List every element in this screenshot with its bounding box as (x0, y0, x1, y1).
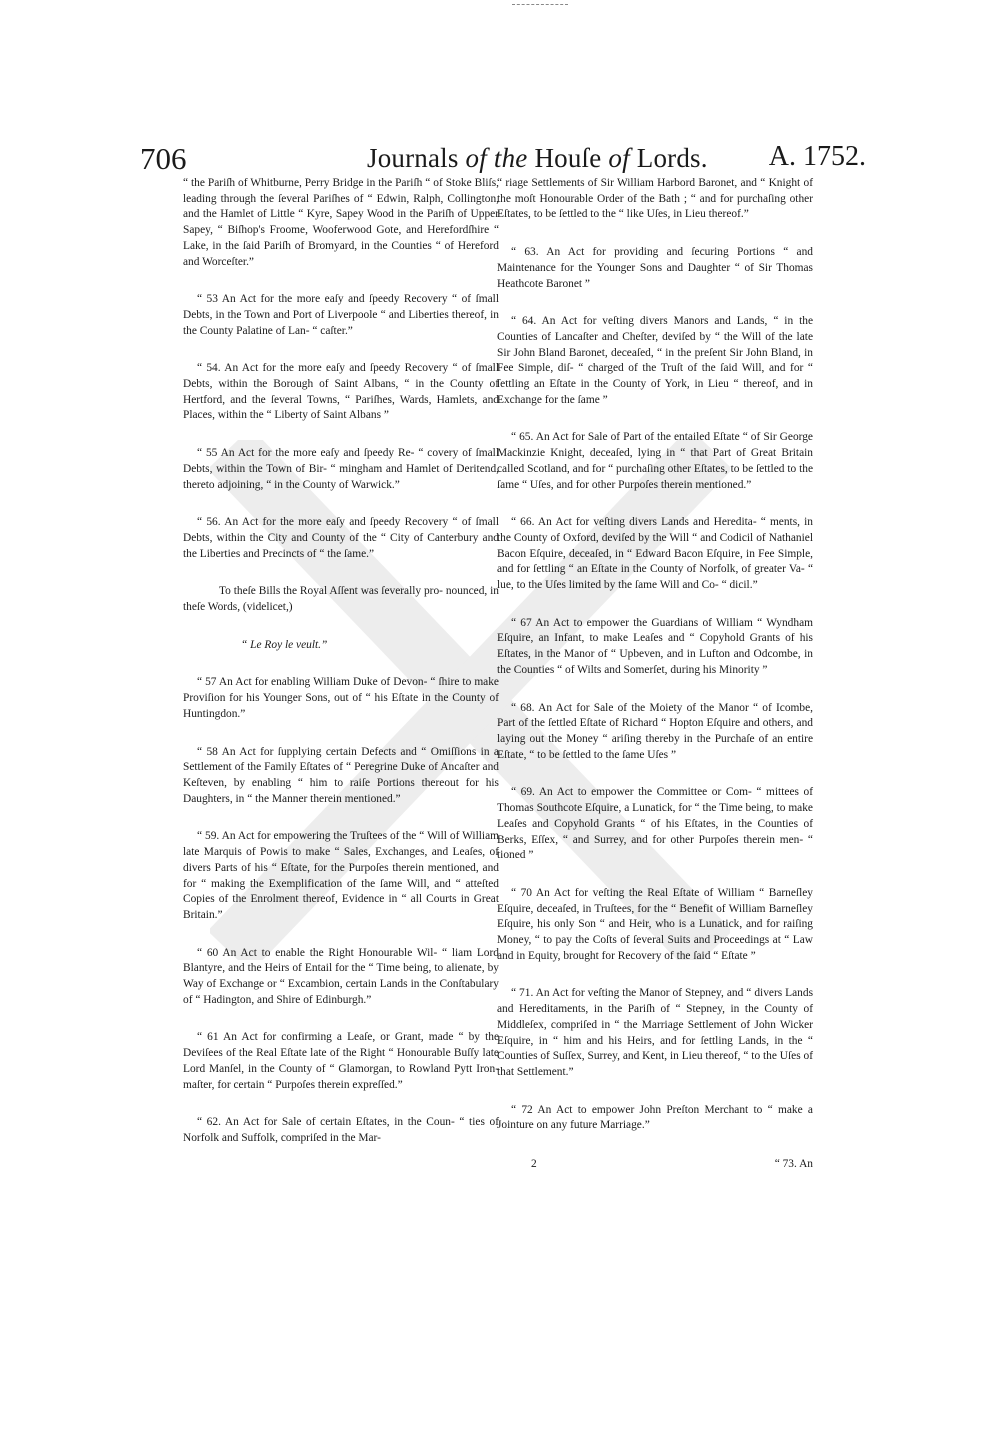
page-number: 706 (140, 141, 187, 176)
left-column (183, 176, 499, 1169)
act-entry: “ 53 An Act for the more eaſy and ſpeedy Recovery “ of ſmall Debts, in the Town and Port of Liverpoole “ and Liberties thereof, in the County Palatine of Lan- “ caſter.” (183, 293, 499, 337)
act-entry: “ 64. An Act for veſting divers Manors and Lands, “ in the Counties of Lancaſter and Cheſter, deviſed by “ the Will of the late Sir John Bland Baronet, deceaſed, “ in the preſent Sir John Bland, in Fee Simple, diſ- “ charged of the Truſt of the ſaid Will, and for “ ſettling an Eſtate in the County of York, in Lieu “ thereof, and in Exchange for the ſame ” (497, 315, 813, 406)
act-entry: “ 61 An Act for confirming a Leaſe, or Grant, made “ by the Deviſees of the Real Eſtate late of the Right “ Honourable Buſſy late Lord Manſel, in the County of “ Glamorgan, to Rowland Pytt Iron-maſter, for certain “ Purpoſes therein expreſſed.” (183, 1031, 499, 1091)
act-entry: “ 62. An Act for Sale of certain Eſtates, in the Coun- “ ties of Norfolk and Suffolk, compriſed in the Mar- (183, 1116, 499, 1144)
act-entry: “ the Pariſh of Whitburne, Perry Bridge in the Pariſh “ of Stoke Bliſs, leading through the ſeveral Pariſhes of “ Edwin, Ralph, Collington, and the Hamlet of Little “ Kyre, Sapey Wood in the Pariſh of Upper Sapey, “ Biſhop's Froome, Wooferwood Gote, and Herefordſhire “ Lake, in the ſaid Pariſh of Bromyard, in the Counties “ of Hereford and Worceſter.” (183, 177, 499, 268)
catchword: “ 73. An (774, 1158, 813, 1170)
act-entry: “ 57 An Act for enabling William Duke of Devon- “ ſhire to make Proviſion for his Younger Sons, out of “ his Eſtate in the County of Huntingdon.” (183, 676, 499, 720)
right-column (497, 176, 813, 1156)
act-entry: “ riage Settlements of Sir William Harbord Baronet, and “ Knight of the moſt Honourable Order of the Bath ; “ and for purchaſing other Eſtates, to be ſettled to the “ like Uſes, in Lieu thereof.” (497, 177, 813, 221)
running-year: A. 1752. (768, 141, 866, 172)
page-header (140, 141, 866, 181)
act-entry: “ 55 An Act for the more eaſy and ſpeedy Re- “ covery of ſmall Debts, within the Town of Bir- “ mingham and Hamlet of Deritend, thereto adjoining, “ in the County of Warwick.” (183, 447, 499, 491)
signature-mark: 2 (531, 1158, 537, 1170)
act-entry: “ 70 An Act for veſting the Real Eſtate of William “ Barneſley Eſquire, deceaſed, in Truſtees, for the “ Benefit of William Barneſley Eſquire, his only Son “ and Heir, who is a Lunatick, and for raiſing Money, “ to pay the Coſts of ſeveral Suits and Proceedings at “ Law and in Equity, brought for Recovery of the ſaid “ Eſtate ” (497, 886, 813, 962)
act-entry: “ 68. An Act for Sale of the Moiety of the Manor “ of Icombe, Part of the ſettled Eſtate of Richard “ Hopton Eſquire and others, and laying out the Money “ ariſing thereby in the Purchaſe of an entire Eſtate, “ to be ſettled to the ſame Uſes ” (497, 701, 813, 761)
act-entry: “ 66. An Act for veſting divers Lands and Heredita- “ ments, in the County of Oxford, deviſed by the Will “ and Codicil of Nathaniel Bacon Eſquire, deceaſed, in “ Edward Bacon Eſquire, in Fee Simple, and for ſettling “ an Eſtate in the County of Norfolk, of greater Va- “ lue, to the Uſes limited by the ſame Will and Co- “ dicil.” (497, 516, 813, 592)
assent-paragraph: To theſe Bills the Royal Aſſent was ſeverally pro- nounced, in theſe Words, (videlicet,) (183, 585, 499, 614)
act-entry: “ 58 An Act for ſupplying certain Defects and “ Omiſſions in a Settlement of the Family Eſtates of “ Peregrine Duke of Ancaſter and Keſteven, by enabling “ him to raiſe Portions thereout for his Daughters, in “ the Manner therein mentioned.” (183, 745, 499, 805)
act-entry: “ 54. An Act for the more eaſy and ſpeedy Recovery “ of ſmall Debts, within the Borough of Saint Albans, “ in the County of Hertford, and the ſeveral Towns, “ Pariſhes, Wards, Hamlets, and Places, within the “ Liberty of Saint Albans ” (183, 362, 499, 422)
act-entry: “ 71. An Act for veſting the Manor of Stepney, and “ divers Lands and Hereditaments, in the Pariſh of “ Stepney, in the County of Middleſex, compriſed in “ the Marriage Settlement of John Wicker Eſquire, in “ him and his Heirs, and for ſettling Lands, in the “ Counties of Suſſex, Surrey, and Kent, in Lieu thereof, “ to the Uſes of that Settlement.” (497, 987, 813, 1078)
act-entry: “ 59. An Act for empowering the Truſtees of the “ Will of William late Marquis of Powis to make “ Sales, Exchanges, and Leaſes, of divers Parts of his “ Eſtate, for the Purpoſes therein mentioned, and for “ making the Exemplification of the ſame Will, and “ atteſted Copies of the Enrolment thereof, Evidence in “ all Courts in Great Britain.” (183, 830, 499, 921)
top-crop-mark (512, 4, 568, 9)
running-title: Journals of the Houſe of Lords. (367, 143, 708, 173)
act-entry: “ 60 An Act to enable the Right Honourable Wil- “ liam Lord Blantyre, and the Heirs of Entail for the “ Time being, to alienate, by Way of Exchange or “ Excambion, certain Lands in the Conſtabulary of “ Hadington, and Shire of Edinburgh.” (183, 946, 499, 1006)
act-entry: “ 67 An Act to empower the Guardians of William “ Wyndham Eſquire, an Infant, to make Leaſes and “ Copyhold Grants of his Eſtates, in the Manor of “ Upbeven, and in Lufton and Odcombe, in the Counties “ of Wilts and Somerſet, during his Minority ” (497, 616, 813, 676)
act-entry: “ 63. An Act for providing and ſecuring Portions “ and Maintenance for the Younger Sons and Daughter “ of Sir Thomas Heathcote Baronet ” (497, 246, 813, 290)
act-entry: “ 72 An Act to empower John Preſton Merchant to “ make a Jointure on any future Marriage.” (497, 1103, 813, 1132)
act-entry: “ 69. An Act to empower the Committee or Com- “ mittees of Thomas Southcote Eſquire, a Lunatick, for “ the Time being, to make Leaſes and Copyhold Grants “ of his Eſtates, in the Counties of Berks, Eſſex, “ and Surrey, and for other Purpoſes therein men- “ tioned ” (497, 786, 813, 862)
royal-assent-formula: “ Le Roy le veult.” (241, 638, 328, 651)
act-entry: “ 56. An Act for the more eaſy and ſpeedy Recovery “ of ſmall Debts, within the City and County of the “ City of Canterbury and the Liberties and Precincts of “ the ſame.” (183, 516, 499, 560)
act-entry: “ 65. An Act for Sale of Part of the entailed Eſtate “ of Sir George Mackinzie Knight, deceaſed, lying in “ that Part of Great Britain called Scotland, and for “ purchaſing other Eſtates, to be ſettled to the ſame “ Uſes, and for other Purpoſes therein mentioned.” (497, 431, 813, 491)
